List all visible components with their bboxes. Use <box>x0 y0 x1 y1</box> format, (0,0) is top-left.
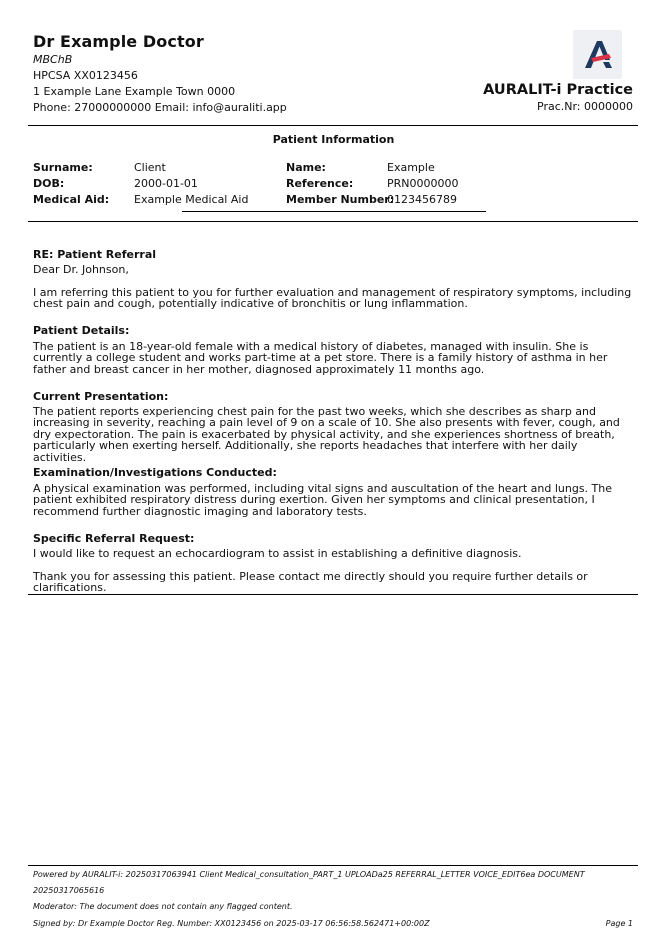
name-label: Name: <box>286 161 326 174</box>
patient-info-underline <box>182 211 486 212</box>
footer-powered-by: Powered by AURALIT-i: 20250317063941 Client Medical_consultation_PART_1 UPLOADa25 REFERRAL_LETTER VOICE_EDIT6ea DOCUMENT <box>33 870 585 879</box>
patient-info-title: Patient Information <box>272 133 395 146</box>
section-heading: Examination/Investigations Conducted: <box>33 466 277 479</box>
header-divider <box>28 125 638 126</box>
dob-label: DOB: <box>33 177 65 190</box>
doctor-address: 1 Example Lane Example Town 0000 <box>33 85 236 98</box>
body-divider <box>28 594 638 595</box>
member-number-label: Member Number: <box>286 193 395 206</box>
closing-paragraph: Thank you for assessing this patient. Please contact me directly should you require further details or clarifications. <box>33 570 588 595</box>
member-number-value: 0123456789 <box>387 193 457 206</box>
section-text: I would like to request an echocardiogram to assist in establishing a definitive diagnosis. <box>33 547 522 560</box>
section-text: The patient reports experiencing chest pain for the past two weeks, which she describes as sharp and increasing in severity, reaching a pain level of 9 on a scale of 10. She also presents with fever, cough, and dry expectoration. The pain is exacerbated by physical activity, and she experiences shortness of breath, particularly when exerting herself. Additionally, she reports headaches that interfere with her daily activities. <box>33 405 620 464</box>
doctor-hpcsa: HPCSA XX0123456 <box>33 69 138 82</box>
surname-label: Surname: <box>33 161 93 174</box>
doctor-contact: Phone: 27000000000 Email: info@auraliti.app <box>33 101 287 114</box>
doctor-qualification: MBChB <box>33 53 73 66</box>
surname-value: Client <box>134 161 166 174</box>
section-text: The patient is an 18-year-old female with a medical history of diabetes, managed with insulin. She is currently a college student and works part-time at a pet store. There is a family history of asthma in her father and breast cancer in her mother, diagnosed approximately 11 months ago. <box>33 340 608 376</box>
footer-moderator: Moderator: The document does not contain any flagged content. <box>33 902 293 911</box>
footer-powered-by-cont: 20250317065616 <box>33 886 105 895</box>
footer-divider <box>28 865 638 866</box>
salutation: Dear Dr. Johnson, <box>33 263 129 276</box>
page-number: Page 1 <box>605 919 633 928</box>
footer-signed-by: Signed by: Dr Example Doctor Reg. Number: XX0123456 on 2025-03-17 06:56:58.562471+00:00Z <box>33 919 430 928</box>
medical-aid-value: Example Medical Aid <box>134 193 249 206</box>
patient-info-divider <box>28 221 638 222</box>
dob-value: 2000-01-01 <box>134 177 198 190</box>
reference-value: PRN0000000 <box>387 177 459 190</box>
auraliti-logo-icon <box>573 30 622 79</box>
practice-name: AURALIT-i Practice <box>483 82 633 98</box>
doctor-name: Dr Example Doctor <box>33 32 204 51</box>
re-line: RE: Patient Referral <box>33 248 157 261</box>
medical-aid-label: Medical Aid: <box>33 193 110 206</box>
practice-number: Prac.Nr: 0000000 <box>537 100 633 113</box>
section-text: A physical examination was performed, including vital signs and auscultation of the heart and lungs. The patient exhibited respiratory distress during exertion. Given her symptoms and clinical presentation, I recommend further diagnostic imaging and laboratory tests. <box>33 482 612 518</box>
intro-paragraph: I am referring this patient to you for further evaluation and management of respiratory symptoms, including chest pain and cough, potentially indicative of bronchitis or lung inflammation. <box>33 286 632 311</box>
name-value: Example <box>387 161 435 174</box>
section-heading: Patient Details: <box>33 324 130 337</box>
reference-label: Reference: <box>286 177 354 190</box>
section-heading: Specific Referral Request: <box>33 532 195 545</box>
section-heading: Current Presentation: <box>33 390 169 403</box>
